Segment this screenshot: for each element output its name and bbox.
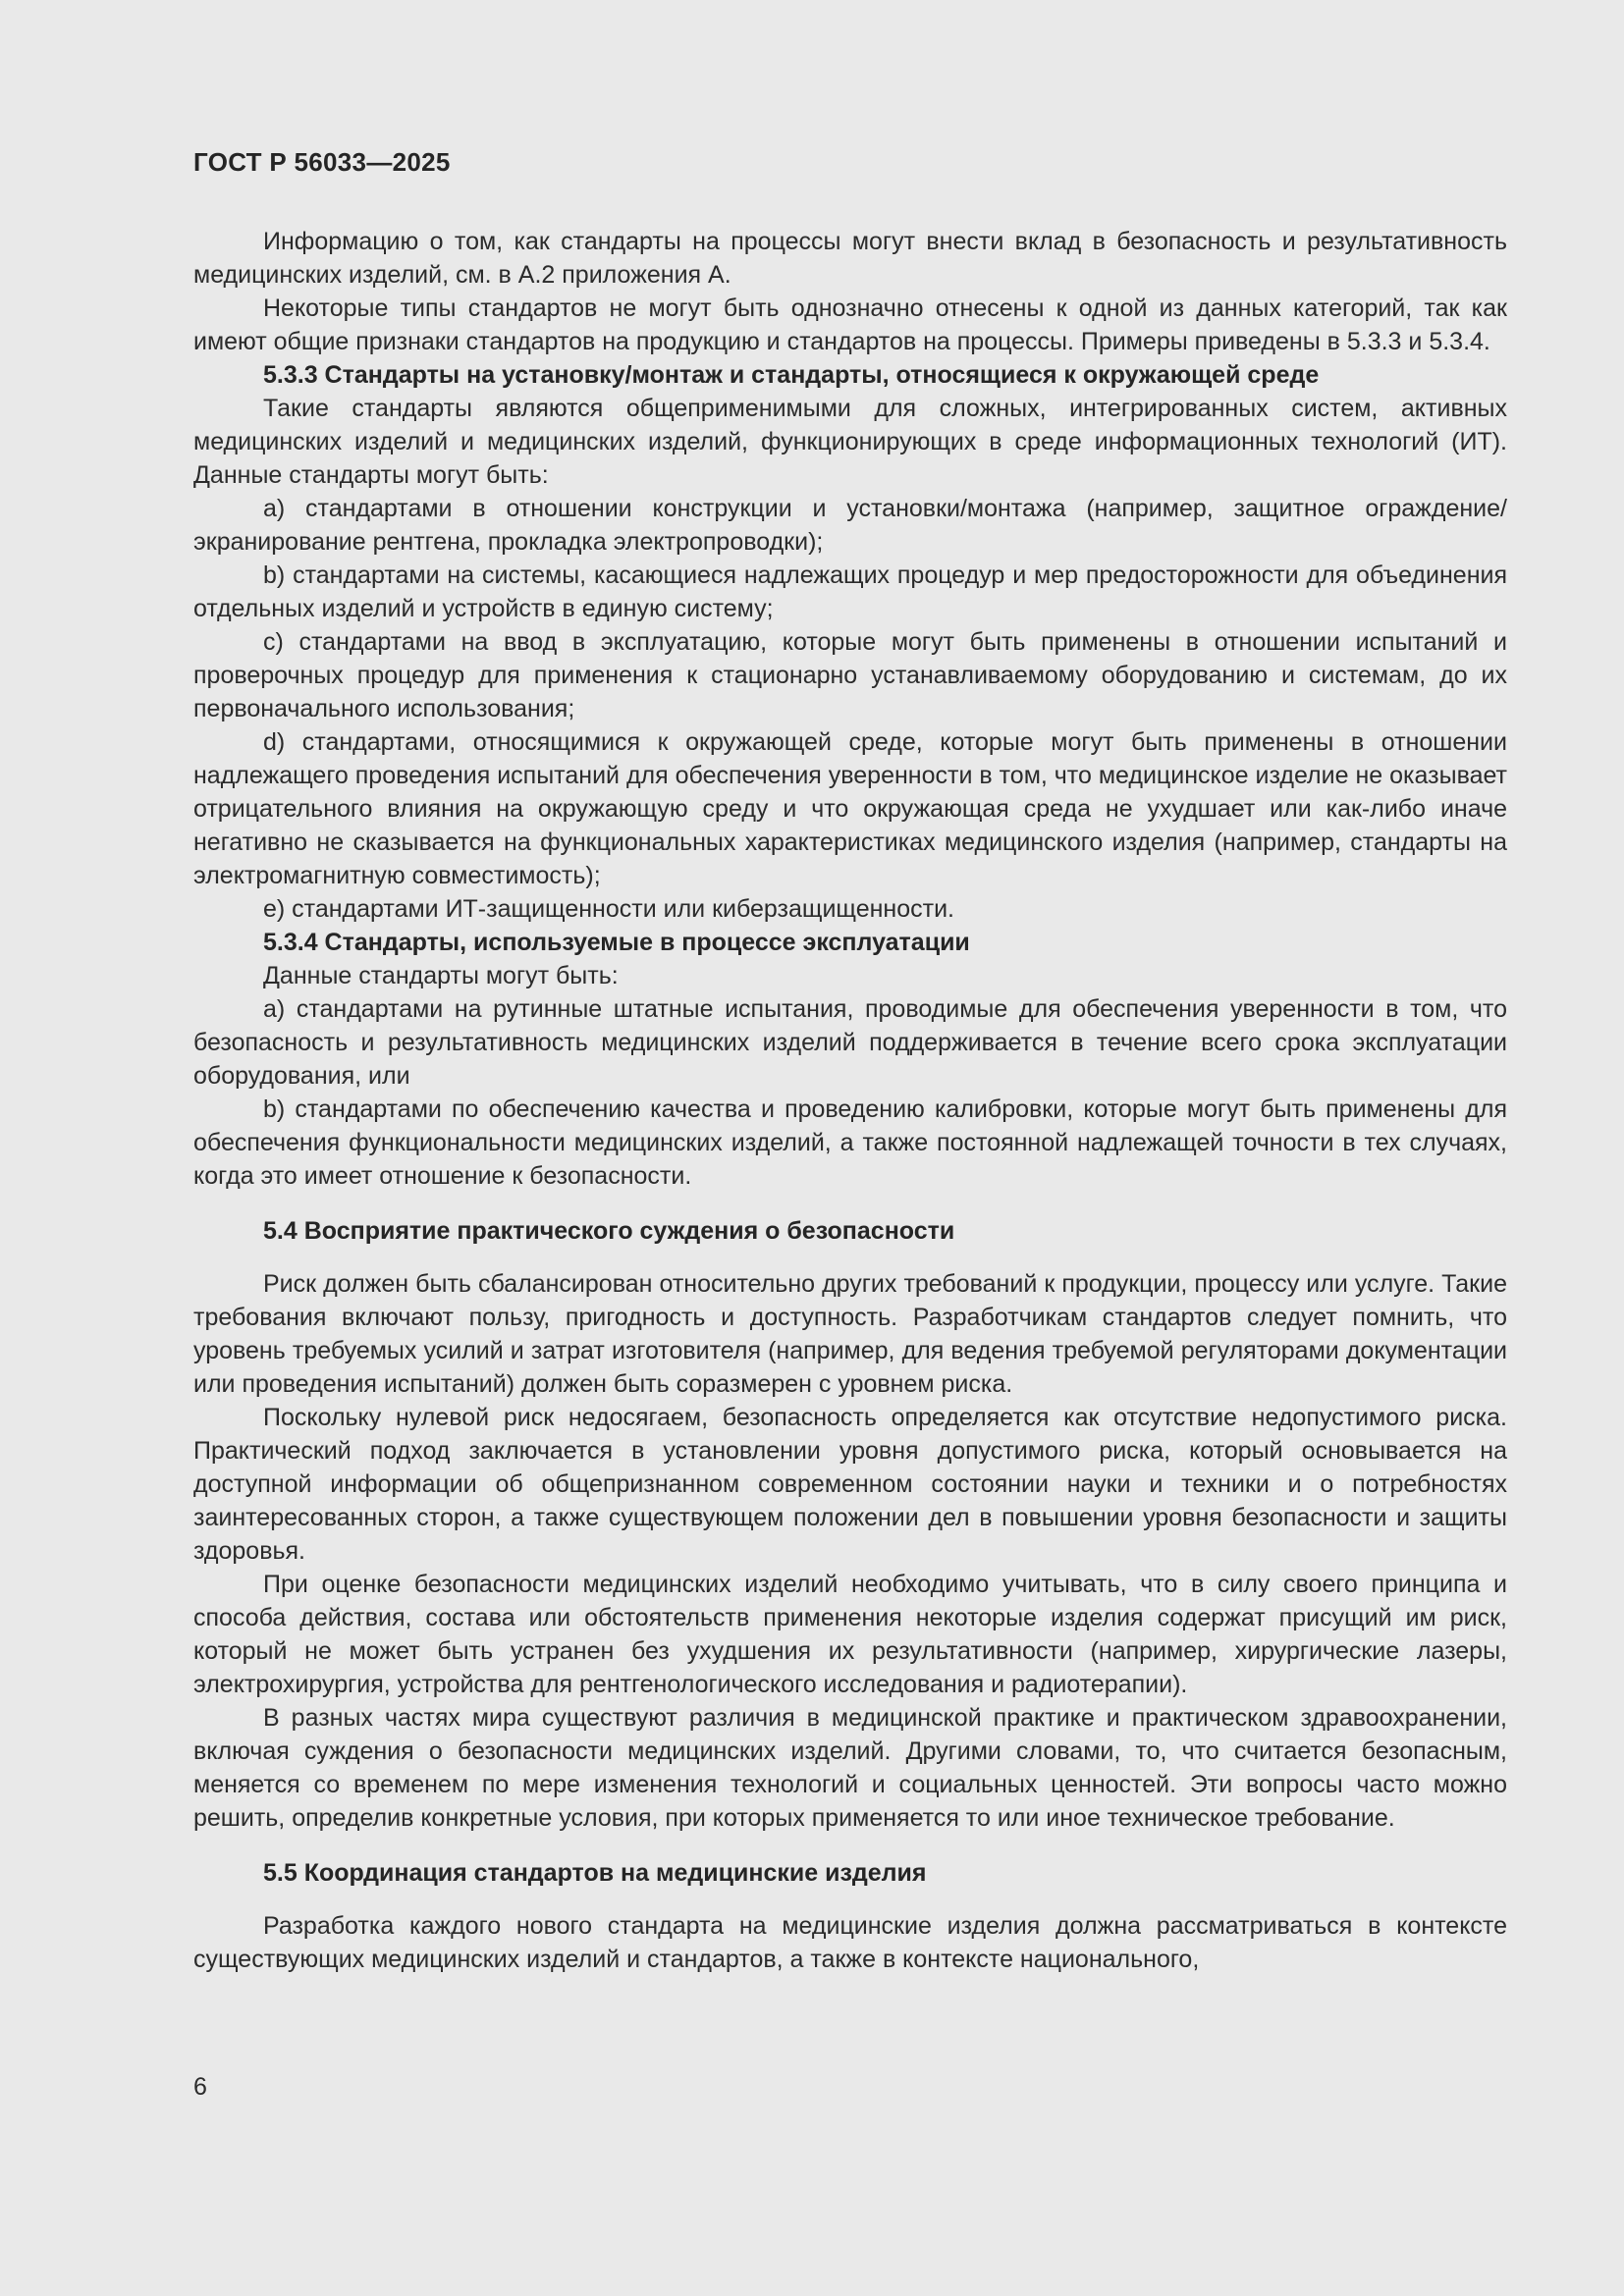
list-item: c) стандартами на ввод в эксплуатацию, которые могут быть применены в отношении испытаний и проверочных процедур для применения к стационарно устанавливаемому оборудованию и системам, до их первоначального использования;: [193, 628, 1507, 722]
paragraph: Поскольку нулевой риск недосягаем, безопасность определяется как отсутствие недопустимого риска. Практический подход заключается в установлении уровня допустимого риска, который основывается на доступной информации об общепризнанном современном состоянии науки и техники и о потребностях заинтересованных сторон, а также существующем положении дел в повышении уровня безопасности и защиты здоровья.: [193, 1404, 1507, 1565]
list-item: a) стандартами в отношении конструкции и установки/монтажа (например, защитное ограждение/экранирование рентгена, прокладка электропроводки);: [193, 495, 1507, 556]
paragraph: При оценке безопасности медицинских изделий необходимо учитывать, что в силу своего принципа и способа действия, состава или обстоятельств применения некоторые изделия содержат присущий им риск, который не может быть устранен без ухудшения их результативности (например, хирургические лазеры, электрохирургия, устройства для рентгенологического исследования и радиотерапии).: [193, 1571, 1507, 1698]
document-id-header: ГОСТ Р 56033—2025: [193, 147, 451, 177]
section-heading-5-4: 5.4 Восприятие практического суждения о безопасности: [263, 1217, 955, 1245]
section-heading-5-3-4: 5.3.4 Стандарты, используемые в процессе эксплуатации: [263, 929, 970, 956]
paragraph: Данные стандарты могут быть:: [263, 962, 619, 989]
list-item: e) стандартами ИТ-защищенности или киберзащищенности.: [263, 895, 955, 923]
section-heading-5-5: 5.5 Координация стандартов на медицинские изделия: [263, 1859, 927, 1887]
document-body: [193, 225, 1507, 1976]
list-item: a) стандартами на рутинные штатные испытания, проводимые для обеспечения уверенности в том, что безопасность и результативность медицинских изделий поддерживается в течение всего срока эксплуатации оборудования, или: [193, 995, 1507, 1090]
page-number: 6: [193, 2073, 207, 2101]
paragraph: Такие стандарты являются общеприменимыми для сложных, интегрированных систем, активных медицинских изделий и медицинских изделий, функционирующих в среде информационных технологий (ИТ). Данные стандарты могут быть:: [193, 395, 1507, 489]
paragraph: Риск должен быть сбалансирован относительно других требований к продукции, процессу или услуге. Такие требования включают пользу, пригодность и доступность. Разработчикам стандартов следует помнить, что уровень требуемых усилий и затрат изготовителя (например, для ведения требуемой регуляторами документации или проведения испытаний) должен быть соразмерен с уровнем риска.: [193, 1270, 1507, 1398]
list-item: d) стандартами, относящимися к окружающей среде, которые могут быть применены в отношении надлежащего проведения испытаний для обеспечения уверенности в том, что медицинское изделие не оказывает отрицательного влияния на окружающую среду и что окружающая среда не ухудшает или как-либо иначе негативно не сказывается на функциональных характеристиках медицинского изделия (например, стандарты на электромагнитную совместимость);: [193, 728, 1507, 889]
paragraph: Разработка каждого нового стандарта на медицинские изделия должна рассматриваться в контексте существующих медицинских изделий и стандартов, а также в контексте национального,: [193, 1912, 1507, 1973]
list-item: b) стандартами на системы, касающиеся надлежащих процедур и мер предосторожности для объединения отдельных изделий и устройств в единую систему;: [193, 561, 1507, 622]
paragraph: Некоторые типы стандартов не могут быть однозначно отнесены к одной из данных категорий, так как имеют общие признаки стандартов на продукцию и стандартов на процессы. Примеры приведены в 5.3.3 и 5.3.4.: [193, 294, 1507, 355]
list-item: b) стандартами по обеспечению качества и проведению калибровки, которые могут быть применены для обеспечения функциональности медицинских изделий, а также постоянной надлежащей точности в тех случаях, когда это имеет отношение к безопасности.: [193, 1095, 1507, 1190]
section-heading-5-3-3: 5.3.3 Стандарты на установку/монтаж и стандарты, относящиеся к окружающей среде: [263, 361, 1320, 389]
paragraph: В разных частях мира существуют различия в медицинской практике и практическом здравоохранении, включая суждения о безопасности медицинских изделий. Другими словами, то, что считается безопасным, меняется со временем по мере изменения технологий и социальных ценностей. Эти вопросы часто можно решить, определив конкретные условия, при которых применяется то или иное техническое требование.: [193, 1704, 1507, 1832]
paragraph: Информацию о том, как стандарты на процессы могут внести вклад в безопасность и результативность медицинских изделий, см. в А.2 приложения А.: [193, 228, 1507, 289]
